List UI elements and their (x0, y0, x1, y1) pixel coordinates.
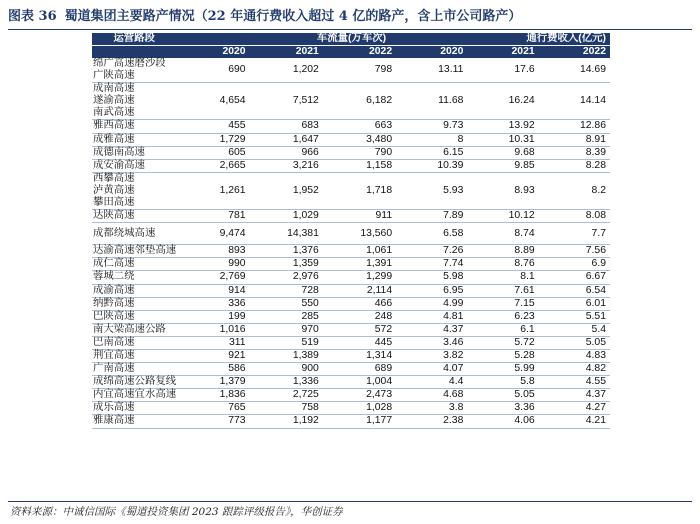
table-row (92, 245, 610, 258)
road-name-cell (92, 172, 176, 209)
toll-cell: 8.91 (539, 133, 610, 146)
toll-cell: 4.81 (396, 310, 467, 323)
table-row (92, 159, 610, 172)
toll-cell: 7.89 (396, 210, 467, 223)
traffic-cell: 2,976 (250, 271, 323, 284)
traffic-cell: 663 (323, 120, 396, 133)
toll-cell: 16.24 (467, 83, 538, 120)
toll-cell: 4.07 (396, 363, 467, 376)
toll-cell: 4.82 (539, 363, 610, 376)
header-year: 2020 (396, 46, 467, 59)
table-row (92, 323, 610, 336)
toll-cell: 4.99 (396, 297, 467, 310)
traffic-cell: 765 (176, 402, 249, 415)
toll-cell: 4.27 (539, 402, 610, 415)
table-row (92, 120, 610, 133)
traffic-cell: 248 (323, 310, 396, 323)
table-row (92, 376, 610, 389)
traffic-cell: 970 (250, 323, 323, 336)
traffic-cell: 455 (176, 120, 249, 133)
road-name: 攀田高速 (93, 197, 135, 209)
traffic-cell: 1,729 (176, 133, 249, 146)
toll-cell: 5.05 (467, 389, 538, 402)
traffic-cell: 1,379 (176, 376, 249, 389)
road-name-cell (92, 120, 176, 133)
road-name: 成仁高速 (93, 258, 135, 270)
table-row (92, 271, 610, 284)
toll-cell: 6.58 (396, 223, 467, 245)
traffic-cell: 1,336 (250, 376, 323, 389)
header-row-years (92, 46, 610, 59)
toll-cell: 5.99 (467, 363, 538, 376)
road-name: 雅康高速 (93, 415, 135, 427)
road-name-cell (92, 159, 176, 172)
toll-cell: 17.6 (467, 58, 538, 83)
traffic-cell: 1,061 (323, 245, 396, 258)
road-name-cell (92, 323, 176, 336)
traffic-cell: 690 (176, 58, 249, 83)
road-name: 成德南高速 (93, 146, 145, 158)
toll-cell: 6.54 (539, 284, 610, 297)
table-row (92, 258, 610, 271)
road-name-cell (92, 271, 176, 284)
traffic-cell: 1,177 (323, 415, 396, 428)
traffic-cell: 605 (176, 146, 249, 159)
road-name: 成雅高速 (93, 133, 135, 145)
traffic-cell: 1,647 (250, 133, 323, 146)
toll-cell: 4.37 (396, 323, 467, 336)
traffic-cell: 13,560 (323, 223, 396, 245)
traffic-cell: 773 (176, 415, 249, 428)
table-row (92, 336, 610, 349)
toll-cell: 5.8 (467, 376, 538, 389)
header-year: 2022 (539, 46, 610, 59)
toll-cell: 4.21 (539, 415, 610, 428)
header-year: 2021 (250, 46, 323, 59)
table-row (92, 297, 610, 310)
road-name-cell (92, 363, 176, 376)
toll-cell: 5.05 (539, 336, 610, 349)
traffic-cell: 1,299 (323, 271, 396, 284)
road-name: 南大梁高速公路 (93, 323, 166, 335)
toll-cell: 8.74 (467, 223, 538, 245)
toll-cell: 14.14 (539, 83, 610, 120)
toll-cell: 6.1 (467, 323, 538, 336)
toll-cell: 7.7 (539, 223, 610, 245)
toll-cell: 8.2 (539, 172, 610, 209)
road-name-cell (92, 402, 176, 415)
road-name: 广南高速 (93, 363, 135, 375)
toll-cell: 10.39 (396, 159, 467, 172)
toll-cell: 6.23 (467, 310, 538, 323)
toll-cell: 11.68 (396, 83, 467, 120)
toll-cell: 14.69 (539, 58, 610, 83)
traffic-cell: 1,016 (176, 323, 249, 336)
toll-cell: 9.68 (467, 146, 538, 159)
road-name: 达渝高速邻垫高速 (93, 245, 177, 257)
toll-cell: 3.82 (396, 349, 467, 362)
road-name-cell (92, 415, 176, 428)
traffic-cell: 781 (176, 210, 249, 223)
traffic-cell: 1,158 (323, 159, 396, 172)
traffic-cell: 966 (250, 146, 323, 159)
header-road: 运营路段 (92, 33, 176, 46)
table-row (92, 415, 610, 428)
header-year: 2020 (176, 46, 249, 59)
road-name-cell (92, 297, 176, 310)
toll-cell: 8.76 (467, 258, 538, 271)
toll-cell: 6.15 (396, 146, 467, 159)
toll-cell: 5.98 (396, 271, 467, 284)
toll-cell: 10.31 (467, 133, 538, 146)
table-row (92, 172, 610, 209)
traffic-cell: 1,836 (176, 389, 249, 402)
road-name: 巴南高速 (93, 336, 135, 348)
traffic-cell: 1,952 (250, 172, 323, 209)
table-row (92, 402, 610, 415)
traffic-cell: 1,261 (176, 172, 249, 209)
toll-cell: 5.51 (539, 310, 610, 323)
traffic-cell: 914 (176, 284, 249, 297)
traffic-cell: 1,004 (323, 376, 396, 389)
traffic-cell: 572 (323, 323, 396, 336)
toll-cell: 9.85 (467, 159, 538, 172)
table-row (92, 349, 610, 362)
road-name: 泸黄高速 (93, 184, 135, 196)
traffic-cell: 466 (323, 297, 396, 310)
road-assets-table (92, 33, 610, 429)
road-name: 成都绕城高速 (93, 227, 156, 239)
traffic-cell: 911 (323, 210, 396, 223)
toll-cell: 4.37 (539, 389, 610, 402)
traffic-cell: 1,391 (323, 258, 396, 271)
traffic-cell: 1,192 (250, 415, 323, 428)
toll-cell: 8.1 (467, 271, 538, 284)
road-name-cell (92, 336, 176, 349)
traffic-cell: 2,473 (323, 389, 396, 402)
traffic-cell: 1,202 (250, 58, 323, 83)
road-name-cell (92, 389, 176, 402)
toll-cell: 4.06 (467, 415, 538, 428)
toll-cell: 8.93 (467, 172, 538, 209)
toll-cell: 5.28 (467, 349, 538, 362)
road-name-cell (92, 58, 176, 83)
toll-cell: 10.12 (467, 210, 538, 223)
road-name: 成绵高速公路复线 (93, 376, 177, 388)
traffic-cell: 1,389 (250, 349, 323, 362)
toll-cell: 6.01 (539, 297, 610, 310)
road-name-cell (92, 310, 176, 323)
toll-cell: 6.67 (539, 271, 610, 284)
traffic-cell: 689 (323, 363, 396, 376)
table-row (92, 146, 610, 159)
header-year: 2022 (323, 46, 396, 59)
traffic-cell: 1,718 (323, 172, 396, 209)
figure-caption: 蜀道集团主要路产情况（22 年通行费收入超过 4 亿的路产，含上市公司路产） (64, 9, 522, 24)
traffic-cell: 1,376 (250, 245, 323, 258)
road-name-cell (92, 223, 176, 245)
road-name: 达陕高速 (93, 210, 135, 222)
traffic-cell: 2,114 (323, 284, 396, 297)
toll-cell: 4.83 (539, 349, 610, 362)
road-name-cell (92, 284, 176, 297)
traffic-cell: 2,769 (176, 271, 249, 284)
figure-label: 图表 36 (8, 9, 57, 24)
toll-cell: 8.28 (539, 159, 610, 172)
road-name-cell (92, 210, 176, 223)
toll-cell: 3.46 (396, 336, 467, 349)
toll-cell: 7.26 (396, 245, 467, 258)
toll-cell: 7.56 (539, 245, 610, 258)
traffic-cell: 1,029 (250, 210, 323, 223)
toll-cell: 9.73 (396, 120, 467, 133)
toll-cell: 5.93 (396, 172, 467, 209)
toll-cell: 4.55 (539, 376, 610, 389)
traffic-cell: 1,314 (323, 349, 396, 362)
road-name: 成渝高速 (93, 284, 135, 296)
road-name: 荆宜高速 (93, 349, 135, 361)
table-body (92, 58, 610, 428)
road-name: 绵广高速磨沙段 (93, 58, 166, 69)
table-row (92, 389, 610, 402)
toll-cell: 8 (396, 133, 467, 146)
source-divider (8, 501, 692, 502)
traffic-cell: 3,480 (323, 133, 396, 146)
traffic-cell: 285 (250, 310, 323, 323)
toll-cell: 2.38 (396, 415, 467, 428)
traffic-cell: 2,725 (250, 389, 323, 402)
toll-cell: 6.9 (539, 258, 610, 271)
header-year: 2021 (467, 46, 538, 59)
toll-cell: 8.08 (539, 210, 610, 223)
toll-cell: 4.4 (396, 376, 467, 389)
toll-cell: 8.39 (539, 146, 610, 159)
traffic-cell: 311 (176, 336, 249, 349)
source-note: 资料来源：中诚信国际《蜀道投资集团 2023 跟踪评级报告》，华创证券 (10, 506, 343, 518)
toll-cell: 6.95 (396, 284, 467, 297)
traffic-cell: 6,182 (323, 83, 396, 120)
toll-cell: 13.92 (467, 120, 538, 133)
traffic-cell: 3,216 (250, 159, 323, 172)
table-row (92, 310, 610, 323)
road-name: 成安渝高速 (93, 159, 145, 171)
toll-cell: 7.74 (396, 258, 467, 271)
table-row (92, 284, 610, 297)
road-name-cell (92, 258, 176, 271)
road-name: 巴陕高速 (93, 310, 135, 322)
traffic-cell: 728 (250, 284, 323, 297)
road-name: 雅西高速 (93, 120, 135, 132)
road-name: 广陕高速 (93, 70, 135, 82)
toll-cell: 8.89 (467, 245, 538, 258)
traffic-cell: 893 (176, 245, 249, 258)
toll-cell: 4.68 (396, 389, 467, 402)
toll-cell: 13.11 (396, 58, 467, 83)
header-blank (92, 46, 176, 59)
traffic-cell: 1,359 (250, 258, 323, 271)
road-name-cell (92, 83, 176, 120)
traffic-cell: 586 (176, 363, 249, 376)
toll-cell: 7.61 (467, 284, 538, 297)
traffic-cell: 7,512 (250, 83, 323, 120)
toll-cell: 12.86 (539, 120, 610, 133)
table-row (92, 83, 610, 120)
toll-cell: 5.72 (467, 336, 538, 349)
toll-cell: 3.8 (396, 402, 467, 415)
traffic-cell: 2,665 (176, 159, 249, 172)
road-name: 西攀高速 (93, 172, 135, 184)
traffic-cell: 1,028 (323, 402, 396, 415)
road-name-cell (92, 349, 176, 362)
traffic-cell: 519 (250, 336, 323, 349)
table-row (92, 58, 610, 83)
toll-cell: 3.36 (467, 402, 538, 415)
table-row (92, 133, 610, 146)
traffic-cell: 445 (323, 336, 396, 349)
table-row (92, 223, 610, 245)
traffic-cell: 990 (176, 258, 249, 271)
title-divider (8, 29, 692, 30)
road-name: 内宜高速宜水高速 (93, 389, 177, 401)
traffic-cell: 758 (250, 402, 323, 415)
road-name-cell (92, 146, 176, 159)
road-name-cell (92, 133, 176, 146)
traffic-cell: 199 (176, 310, 249, 323)
table-row (92, 210, 610, 223)
road-name: 遂渝高速 (93, 95, 135, 107)
header-toll: 通行费收入(亿元) (396, 33, 610, 46)
header-row-groups (92, 33, 610, 46)
road-name: 成乐高速 (93, 402, 135, 414)
table-row (92, 363, 610, 376)
traffic-cell: 683 (250, 120, 323, 133)
road-name: 蓉城二绕 (93, 271, 135, 283)
road-name-cell (92, 376, 176, 389)
figure-title (8, 6, 692, 28)
road-name: 纳黔高速 (93, 297, 135, 309)
traffic-cell: 4,654 (176, 83, 249, 120)
road-name-cell (92, 245, 176, 258)
header-traffic: 车流量(万车次) (176, 33, 396, 46)
traffic-cell: 900 (250, 363, 323, 376)
road-name: 南武高速 (93, 107, 135, 119)
road-name: 成南高速 (93, 83, 135, 95)
traffic-cell: 921 (176, 349, 249, 362)
traffic-cell: 790 (323, 146, 396, 159)
traffic-cell: 14,381 (250, 223, 323, 245)
traffic-cell: 9,474 (176, 223, 249, 245)
traffic-cell: 550 (250, 297, 323, 310)
traffic-cell: 798 (323, 58, 396, 83)
toll-cell: 7.15 (467, 297, 538, 310)
toll-cell: 5.4 (539, 323, 610, 336)
traffic-cell: 336 (176, 297, 249, 310)
